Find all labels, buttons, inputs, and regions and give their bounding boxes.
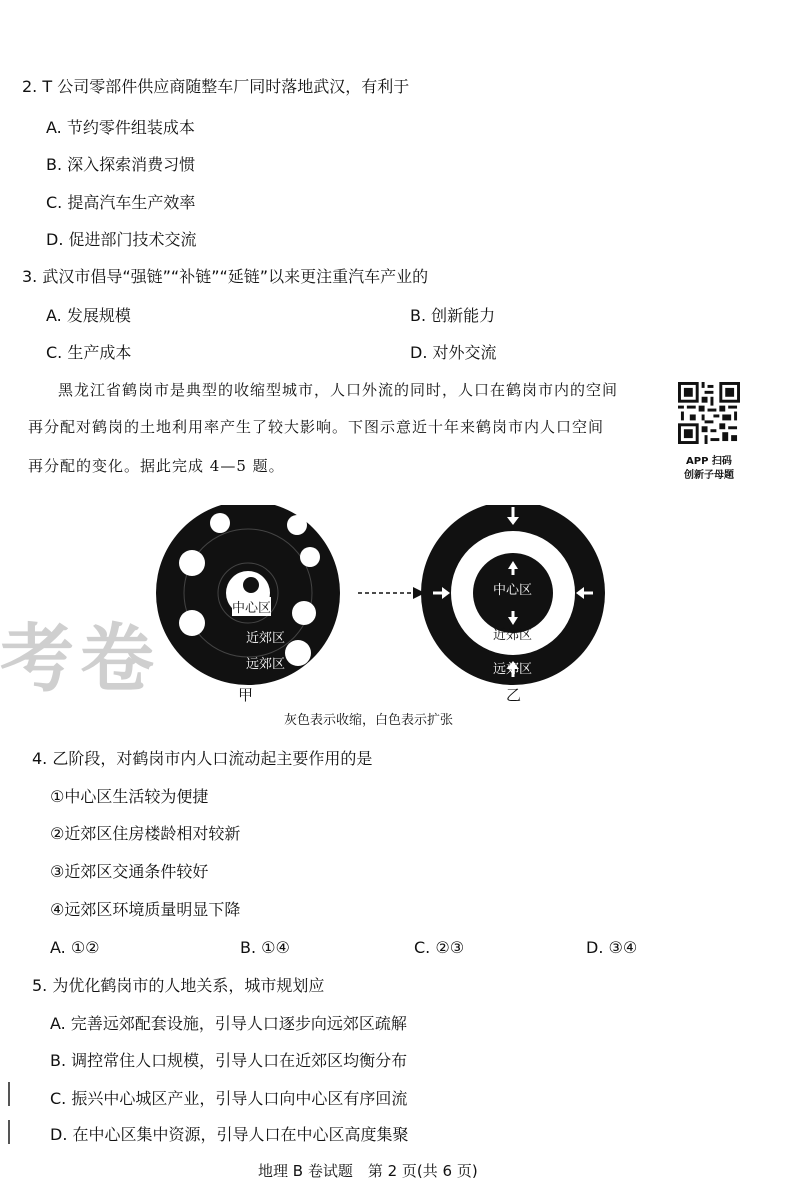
right-near-label: 近郊区 [493,628,533,643]
q2-option-c: C. 提高汽车生产效率 [46,193,196,212]
figure-legend: 灰色表示收缩，白色表示扩张 [284,713,454,728]
qr-code-icon[interactable] [678,382,740,444]
diagram-svg [150,505,610,705]
left-far-label: 远郊区 [246,657,286,672]
q5-option-b: B. 调控常住人口规模，引导人口在近郊区均衡分布 [50,1051,408,1070]
q2-option-d: D. 促进部门技术交流 [46,230,197,249]
q2-option-b: B. 深入探索消费习惯 [46,155,196,174]
left-spot-1 [210,513,230,533]
left-spot-4 [292,601,316,625]
q4-option-a: A. ①② [50,938,100,957]
margin-mark-1 [8,1082,10,1106]
question-3-stem: 3. 武汉市倡导“强链”“补链”“延链”以来更注重汽车产业的 [22,267,429,286]
q4-item-3: ③近郊区交通条件较好 [50,862,209,881]
passage-line-2: 再分配对鹤岗的土地利用率产生了较大影响。下图示意近十年来鹤岗市内人口空间 [28,418,605,436]
q4-item-1: ①中心区生活较为便捷 [50,787,209,806]
left-center-dot [243,577,259,593]
right-center-label: 中心区 [493,583,533,598]
question-5-stem: 5. 为优化鹤岗市的人地关系，城市规划应 [32,976,325,995]
passage-line-3: 再分配的变化。据此完成 4—5 题。 [28,457,285,475]
q4-item-2: ②近郊区住房楼龄相对较新 [50,824,241,843]
q3-option-c: C. 生产成本 [46,343,132,362]
left-near-label: 近郊区 [246,631,286,646]
qr-label-line-1: APP 扫码 [686,456,732,467]
left-center-label: 中心区 [232,597,271,616]
watermark: 考卷 [0,616,160,702]
q3-option-d: D. 对外交流 [410,343,497,362]
left-spot-7 [179,610,205,636]
left-caption: 甲 [238,686,254,704]
margin-mark-2 [8,1120,10,1144]
q4-item-4: ④远郊区环境质量明显下降 [50,900,241,919]
passage-line-1: 黑龙江省鹤岗市是典型的收缩型城市，人口外流的同时，人口在鹤岗市内的空间 [58,381,619,399]
q4-option-c: C. ②③ [414,938,465,957]
right-far-label: 远郊区 [493,662,533,677]
q2-option-a: A. 节约零件组装成本 [46,118,195,137]
left-spot-5 [285,640,311,666]
q5-option-c: C. 振兴中心城区产业，引导人口向中心区有序回流 [50,1089,408,1108]
q4-option-b: B. ①④ [240,938,290,957]
q4-option-d: D. ③④ [586,938,638,957]
q5-option-d: D. 在中心区集中资源，引导人口在中心区高度集聚 [50,1125,409,1144]
q5-option-a: A. 完善远郊配套设施，引导人口逐步向远郊区疏解 [50,1014,407,1033]
q3-option-b: B. 创新能力 [410,306,496,325]
right-caption: 乙 [506,686,522,704]
q3-option-a: A. 发展规模 [46,306,131,325]
population-diagram [150,505,610,705]
question-4-stem: 4. 乙阶段，对鹤岗市内人口流动起主要作用的是 [32,749,373,768]
left-spot-3 [300,547,320,567]
left-spot-6 [179,550,205,576]
qr-label-line-2: 创新子母题 [684,470,734,481]
question-2-stem: 2. T 公司零部件供应商随整车厂同时落地武汉，有利于 [22,77,410,96]
page-footer: 地理 B 卷试题 第 2 页(共 6 页) [258,1162,478,1180]
left-spot-2 [287,515,307,535]
